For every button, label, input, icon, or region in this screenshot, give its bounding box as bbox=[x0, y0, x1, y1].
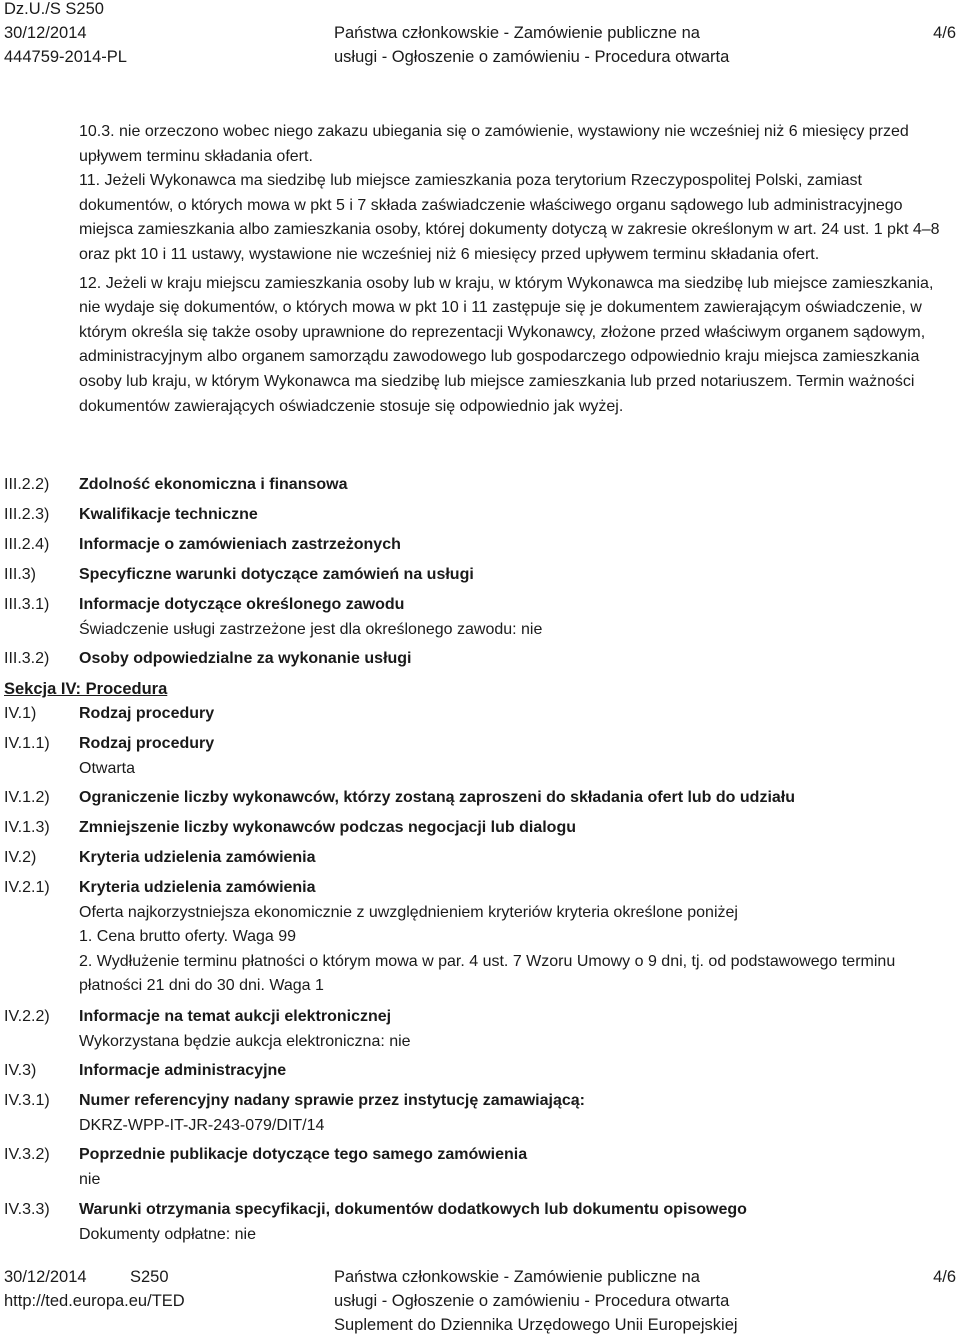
section-title: Kryteria udzielenia zamówienia bbox=[79, 849, 316, 866]
section-value: Świadczenie usługi zastrzeżone jest dla określonego zawodu: nie bbox=[79, 620, 543, 638]
paragraph-11: 11. Jeżeli Wykonawca ma siedzibę lub miejsce zamieszkania poza terytorium Rzeczypospolitej Polski, zamiast dokumentów, o których mowa w pkt 5 i 7 składa zaświadczenie właściwego organu sądowego lub administracyjnego miejsca zamieszkania albo zamieszkania osoby, której dokumenty dotyczą w zakresie określonym w art. 24 ust. 1 pkt 4–8 oraz pkt 10 i 11 ustawy, wystawione nie wcześniej niż 6 miesięcy przed upływem terminu składania ofert. bbox=[79, 172, 940, 263]
section-title: Numer referencyjny nadany sprawie przez instytucję zamawiającą: bbox=[79, 1092, 585, 1109]
header-title bbox=[334, 21, 729, 69]
section-title: Zdolność ekonomiczna i finansowa bbox=[79, 476, 348, 493]
section-title: Kwalifikacje techniczne bbox=[79, 506, 258, 523]
footer-title-line2: usługi - Ogłoszenie o zamówieniu - Procedura otwarta bbox=[334, 1292, 730, 1310]
header-meta bbox=[4, 0, 127, 69]
section-title: Warunki otrzymania specyfikacji, dokumentów dodatkowych lub dokumentu opisowego bbox=[79, 1201, 747, 1218]
section-value: Otwarta bbox=[79, 759, 136, 777]
section-code: III.3) bbox=[4, 566, 37, 583]
section-title: Rodzaj procedury bbox=[79, 705, 215, 722]
section-code: III.2.4) bbox=[4, 536, 50, 553]
footer-title bbox=[334, 1265, 738, 1337]
section-title: Zmniejszenie liczby wykonawców podczas negocjacji lub dialogu bbox=[79, 819, 576, 836]
section-code: IV.3.1) bbox=[4, 1092, 50, 1109]
footer-page-number: 4/6 bbox=[933, 1268, 956, 1286]
header-date: 30/12/2014 bbox=[4, 24, 87, 42]
section-title: Informacje na temat aukcji elektronicznej bbox=[79, 1008, 392, 1025]
section-code: IV.2.1) bbox=[4, 879, 50, 896]
section-code: IV.3.3) bbox=[4, 1201, 50, 1218]
footer-date: 30/12/2014 bbox=[4, 1268, 87, 1286]
section-title: Rodzaj procedury bbox=[79, 735, 215, 752]
section-code: IV.3) bbox=[4, 1062, 37, 1079]
section-title: Specyficzne warunki dotyczące zamówień na usługi bbox=[79, 566, 474, 583]
footer-url[interactable]: http://ted.europa.eu/TED bbox=[4, 1292, 185, 1310]
section-iv-heading: Sekcja IV: Procedura bbox=[4, 680, 168, 698]
section-title: Ograniczenie liczby wykonawców, którzy zostaną zaproszeni do składania ofert lub do udziału bbox=[79, 789, 795, 806]
section-value: nie bbox=[79, 1170, 101, 1188]
section-code: IV.1.1) bbox=[4, 735, 50, 752]
header-page-number: 4/6 bbox=[933, 24, 956, 42]
section-code: III.3.1) bbox=[4, 596, 50, 613]
page-header bbox=[0, 0, 960, 70]
header-title-line1: Państwa członkowskie - Zamówienie publiczne na bbox=[334, 24, 700, 42]
paragraph-10-3: 10.3. nie orzeczono wobec niego zakazu ubiegania się o zamówienie, wystawiony nie wcześniej niż 6 miesięcy przed upływem terminu składania ofert. bbox=[79, 123, 909, 165]
doc-reference: Dz.U./S S250 bbox=[4, 0, 104, 18]
section-title: Informacje o zamówieniach zastrzeżonych bbox=[79, 536, 401, 553]
section-code: IV.2.2) bbox=[4, 1008, 50, 1025]
section-code: IV.3.2) bbox=[4, 1146, 50, 1163]
section-value: Dokumenty odpłatne: nie bbox=[79, 1225, 256, 1243]
criterion-1: 1. Cena brutto oferty. Waga 99 bbox=[79, 928, 297, 946]
criteria-description: Oferta najkorzystniejsza ekonomicznie z uwzględnieniem kryteriów kryteria określone poniżej bbox=[79, 903, 738, 921]
section-code: III.3.2) bbox=[4, 650, 50, 667]
reference-number: DKRZ-WPP-IT-JR-243-079/DIT/14 bbox=[79, 1116, 325, 1134]
section-title: Poprzednie publikacje dotyczące tego samego zamówienia bbox=[79, 1146, 528, 1163]
footer-meta bbox=[4, 1265, 185, 1313]
doc-number: 444759-2014-PL bbox=[4, 48, 127, 66]
section-code: IV.2) bbox=[4, 849, 37, 866]
footer-title-line3: Suplement do Dziennika Urzędowego Unii Europejskiej bbox=[334, 1316, 738, 1334]
section-code: III.2.3) bbox=[4, 506, 50, 523]
criterion-2: 2. Wydłużenie terminu płatności o którym mowa w par. 4 ust. 7 Wzoru Umowy o 9 dni, tj. od podstawowego terminu płatności 21 dni do 30 dni. Waga 1 bbox=[79, 952, 896, 995]
page-footer bbox=[0, 1265, 960, 1334]
section-title: Osoby odpowiedzialne za wykonanie usługi bbox=[79, 650, 412, 667]
header-title-line2: usługi - Ogłoszenie o zamówieniu - Procedura otwarta bbox=[334, 48, 730, 66]
section-value: Wykorzystana będzie aukcja elektroniczna: nie bbox=[79, 1032, 411, 1050]
section-code: IV.1.3) bbox=[4, 819, 50, 836]
intro-text bbox=[79, 120, 951, 419]
footer-series: S250 bbox=[130, 1268, 169, 1286]
section-title: Kryteria udzielenia zamówienia bbox=[79, 879, 316, 896]
section-title: Informacje dotyczące określonego zawodu bbox=[79, 596, 405, 613]
footer-title-line1: Państwa członkowskie - Zamówienie publiczne na bbox=[334, 1268, 700, 1286]
paragraph-12: 12. Jeżeli w kraju miejscu zamieszkania osoby lub w kraju, w którym Wykonawca ma siedzibę lub miejsce zamieszkania, nie wydaje się dokumentów, o których mowa w pkt 10 i 11 zastępuje się je dokumentem zawierającym oświadczenie, w którym określa się także osoby uprawnione do reprezentacji Wykonawcy, złożone przed właściwym organem sądowym, administracyjnym albo organem samorządu zawodowego lub gospodarczego odpowiednio kraju miejsca zamieszkania osoby lub kraju, w którym Wykonawca ma siedzibę lub miejsce zamieszkania lub przed notariuszem. Termin ważności dokumentów zawierających oświadczenie stosuje się odpowiednio jak wyżej. bbox=[79, 274, 934, 415]
section-code: III.2.2) bbox=[4, 476, 50, 493]
section-code: IV.1.2) bbox=[4, 789, 50, 806]
section-title: Informacje administracyjne bbox=[79, 1062, 287, 1079]
section-code: IV.1) bbox=[4, 705, 37, 722]
